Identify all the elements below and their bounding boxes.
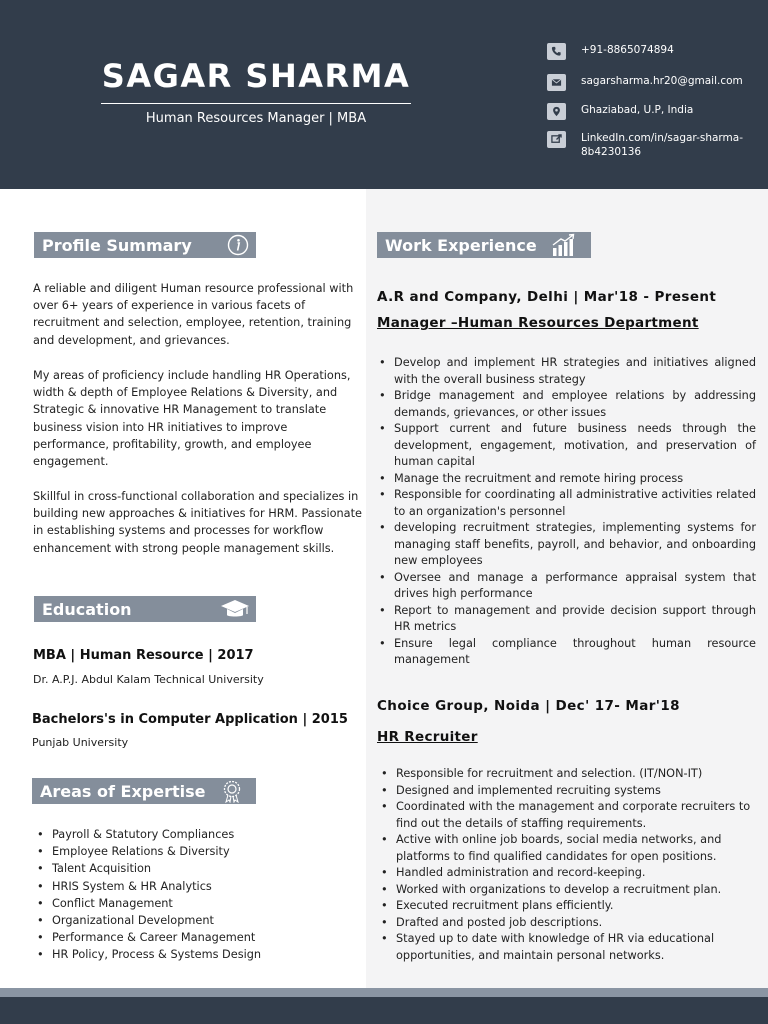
email-icon <box>547 74 566 91</box>
job-2-company: Choice Group, Noida | Dec' 17- Mar'18 <box>377 698 680 714</box>
phone-number: +91-8865074894 <box>581 44 674 56</box>
list-item: • Develop and implement HR strategies and initiatives aligned with the overall business strategy <box>394 355 756 388</box>
work-experience-title: Work Experience <box>385 235 537 255</box>
list-item: • HR Policy, Process & Systems Design <box>52 946 261 963</box>
list-item: • Designed and implemented recruiting systems <box>396 783 756 800</box>
education-school-2: Punjab University <box>32 736 129 749</box>
list-item: • Employee Relations & Diversity <box>52 843 261 860</box>
phone-icon <box>547 43 566 60</box>
list-item: • HRIS System & HR Analytics <box>52 878 261 895</box>
expertise-title: Areas of Expertise <box>40 781 206 801</box>
resume-header <box>0 0 768 189</box>
candidate-title: Human Resources Manager | MBA <box>145 111 367 126</box>
education-school-1: Dr. A.P.J. Abdul Kalam Technical University <box>33 673 264 686</box>
contact-email <box>547 74 768 91</box>
list-item: • Worked with organizations to develop a recruitment plan. <box>396 882 756 899</box>
list-item: • Responsible for coordinating all administrative activities related to an organization's personnel <box>394 487 756 520</box>
profile-paragraph-1: A reliable and diligent Human resource professional with over 6+ years of experience in various facets of recruitment and selection, employee, retention, training and development, and grievances. <box>33 282 354 347</box>
list-item: • Bridge management and employee relations by addressing demands, grievances, or other issues <box>394 388 756 421</box>
list-item: • Ensure legal compliance throughout human resource management <box>394 636 756 669</box>
contact-linkedin <box>547 131 768 159</box>
list-item: • Stayed up to date with knowledge of HR via educational opportunities, and maintain personal networks. <box>396 931 756 964</box>
list-item: • Report to management and provide decision support through HR metrics <box>394 603 756 636</box>
contact-location <box>547 103 768 120</box>
list-item: • Payroll & Statutory Compliances <box>52 826 261 843</box>
job-2-duties <box>396 766 756 964</box>
graduation-cap-icon <box>218 598 252 620</box>
footer-accent-strip <box>0 988 768 997</box>
expertise-list <box>52 826 261 964</box>
list-item: • Responsible for recruitment and selection. (IT/NON-IT) <box>396 766 756 783</box>
job-2-role: HR Recruiter <box>377 729 478 745</box>
list-item: • Talent Acquisition <box>52 860 261 877</box>
info-icon <box>226 234 250 256</box>
location-text: Ghaziabad, U.P, India <box>581 104 694 116</box>
candidate-name: SAGAR SHARMA <box>101 57 411 95</box>
growth-chart-icon <box>551 233 577 257</box>
list-item: • Handled administration and record-keeping. <box>396 865 756 882</box>
education-title: Education <box>42 599 132 619</box>
profile-paragraph-3: Skillful in cross-functional collaboration and specializes in building new approaches & initiatives for HRM. Passionate in establishing systems and processes for workflow enhancement with strong people management skills. <box>33 490 362 555</box>
name-divider <box>101 103 411 104</box>
list-item: • Organizational Development <box>52 912 261 929</box>
list-item: • Executed recruitment plans efficiently. <box>396 898 756 915</box>
location-icon <box>547 103 566 120</box>
education-degree-2: Bachelors's in Computer Application | 2015 <box>32 712 348 727</box>
expertise-heading <box>32 778 256 804</box>
award-badge-icon <box>220 779 244 803</box>
list-item: • Drafted and posted job descriptions. <box>396 915 756 932</box>
linkedin-icon <box>547 131 566 148</box>
email-address[interactable]: sagarsharma.hr20@gmail.com <box>581 75 743 87</box>
job-1-duties <box>394 355 756 669</box>
list-item: • Performance & Career Management <box>52 929 261 946</box>
list-item: • Coordinated with the management and corporate recruiters to find out the details of staffing requirements. <box>396 799 756 832</box>
list-item: • Conflict Management <box>52 895 261 912</box>
job-1-role: Manager –Human Resources Department <box>377 315 699 331</box>
contact-phone <box>547 43 768 60</box>
linkedin-url[interactable]: LinkedIn.com/in/sagar-sharma-8b4230136 <box>581 132 743 158</box>
list-item: • Oversee and manage a performance appraisal system that drives high performance <box>394 570 756 603</box>
list-item: • developing recruitment strategies, implementing systems for managing staff benefits, payroll, and behavior, and onboarding new employees <box>394 520 756 570</box>
footer-bar <box>0 997 768 1024</box>
profile-paragraph-2: My areas of proficiency include handling HR Operations, width & depth of Employee Relations & Diversity, and Strategic & innovative HR Management to translate business vision into HR initiatives to improve performance, profitability, growth, and employee engagement. <box>33 369 351 469</box>
list-item: • Active with online job boards, social media networks, and platforms to find qualified candidates for open positions. <box>396 832 756 865</box>
list-item: • Manage the recruitment and remote hiring process <box>394 471 756 488</box>
job-1-company: A.R and Company, Delhi | Mar'18 - Present <box>377 289 717 305</box>
work-experience-heading <box>377 232 591 258</box>
education-degree-1: MBA | Human Resource | 2017 <box>33 648 254 663</box>
profile-summary-heading <box>34 232 256 258</box>
list-item: • Support current and future business needs through the development, engagement, motivation, and preservation of human capital <box>394 421 756 471</box>
profile-summary-title: Profile Summary <box>42 235 192 255</box>
education-heading <box>34 596 256 622</box>
